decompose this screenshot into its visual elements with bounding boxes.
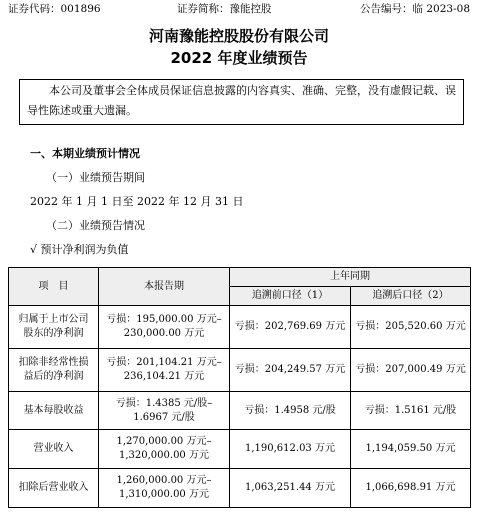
row-current-cell: 亏损：195,000.00 万元– 230,000.00 万元	[99, 306, 230, 349]
row-before-cell: 1,063,251.44 万元	[230, 469, 351, 508]
header-current-period: 本报告期	[99, 268, 230, 306]
announcement-number: 公告编号：临 2023-08	[360, 3, 470, 15]
stock-code: 证券代码：001896	[8, 3, 101, 15]
row-current-cell: 亏损：1.4385 元/股– 1.6967 元/股	[99, 392, 230, 430]
header-prior-year: 上年同期	[230, 268, 471, 287]
row-after-cell: 亏损：1.5161 元/股	[351, 392, 471, 430]
period-label: （一）业绩预告期间	[46, 171, 145, 184]
row-current-cell: 1,270,000.00 万元– 1,320,000.00 万元	[99, 430, 230, 469]
document-header	[8, 2, 470, 16]
row-after-cell: 1,066,698.91 万元	[351, 469, 471, 508]
row-current-cell: 亏损：201,104.21 万元– 236,104.21 万元	[99, 349, 230, 392]
document-title: 2022 年度业绩预告	[170, 49, 308, 67]
row-before-cell: 亏损：202,769.69 万元	[230, 306, 351, 349]
row-current-cell: 1,260,000.00 万元– 1,310,000.00 万元	[99, 469, 230, 508]
table-row	[9, 469, 471, 508]
forecast-line: √ 预计净利润为负值	[30, 243, 129, 256]
row-item-cell: 基本每股收益	[9, 392, 99, 430]
header-before-adjustment: 追溯前口径（1）	[230, 287, 351, 306]
table-row	[9, 306, 471, 349]
row-after-cell: 亏损：205,520.60 万元	[351, 306, 471, 349]
table-row	[9, 430, 471, 469]
disclaimer-box	[19, 79, 464, 125]
situation-label: （二）业绩预告情况	[46, 219, 145, 232]
table-row	[9, 392, 471, 430]
section-title: 一、本期业绩预计情况	[30, 147, 140, 160]
header-after-adjustment: 追溯后口径（2）	[351, 287, 471, 306]
row-item-cell: 归属于上市公司 股东的净利润	[9, 306, 99, 349]
row-item-cell: 扣除后营业收入	[9, 469, 99, 508]
row-item-cell: 扣除非经常性损 益后的净利润	[9, 349, 99, 392]
company-name: 河南豫能控股股份有限公司	[148, 27, 329, 45]
row-before-cell: 1,190,612.03 万元	[230, 430, 351, 469]
disclaimer-text: 本公司及董事会全体成员保证信息披露的内容真实、准确、完整，没有虚假记载、误导性陈述或重大遗漏。	[27, 84, 456, 117]
row-after-cell: 亏损：207,000.49 万元	[351, 349, 471, 392]
stock-short-name: 证券简称：豫能控股	[177, 3, 272, 15]
forecast-table	[8, 267, 471, 508]
period-value: 2022 年 1 月 1 日至 2022 年 12 月 31 日	[30, 195, 244, 208]
table-row	[9, 349, 471, 392]
header-item: 项 目	[9, 268, 99, 306]
row-before-cell: 亏损：204,249.57 万元	[230, 349, 351, 392]
row-item-cell: 营业收入	[9, 430, 99, 469]
row-before-cell: 亏损：1.4958 元/股	[230, 392, 351, 430]
row-after-cell: 1,194,059.50 万元	[351, 430, 471, 469]
